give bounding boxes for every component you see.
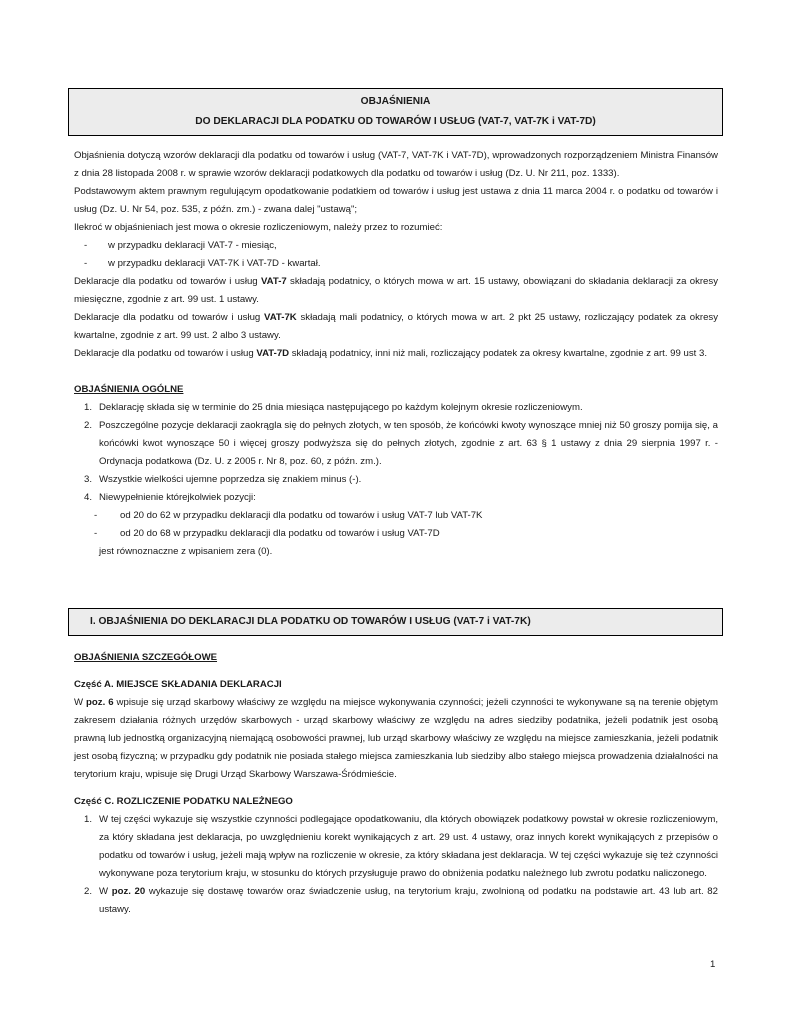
list-item: - w przypadku deklaracji VAT-7K i VAT-7D - kwartał. [84, 258, 321, 269]
general-tail: jest równoznaczne z wpisaniem zera (0). [99, 546, 273, 557]
document-subtitle: DO DEKLARACJI DLA PODATKU OD TOWARÓW I USŁUG (VAT-7, VAT-7K i VAT-7D) [195, 116, 596, 127]
general-heading: OBJAŚNIENIA OGÓLNE [74, 384, 184, 395]
intro-paragraph-vat7d: Deklaracje dla podatku od towarów i usług VAT-7D składają podatnicy, inni niż mali, rozliczający podatek za okresy kwartalne, zgodnie z art. 99 ust 3. [74, 348, 707, 359]
list-item: - w przypadku deklaracji VAT-7 - miesiąc, [84, 240, 277, 251]
list-item: 3. Wszystkie wielkości ujemne poprzedza się znakiem minus (-). [84, 474, 362, 485]
part-a-heading: Część A. MIEJSCE SKŁADANIA DEKLARACJI [74, 679, 282, 690]
list-item: - od 20 do 68 w przypadku deklaracji dla podatku od towarów i usług VAT-7D [94, 528, 440, 539]
document-title: OBJAŚNIENIA [360, 96, 431, 107]
intro-paragraph-3: Ilekroć w objaśnieniach jest mowa o okresie rozliczeniowym, należy przez to rozumieć: [74, 222, 443, 233]
list-item: - od 20 do 62 w przypadku deklaracji dla podatku od towarów i usług VAT-7 lub VAT-7K [94, 510, 483, 521]
document-title-box [68, 88, 723, 136]
intro-paragraph-vat7: Deklaracje dla podatku od towarów i usług VAT-7 składają podatnicy, o których mowa w art. 15 ustawy, obowiązani do składania deklaracji za okresy miesięczne, zgodnie z art. 99 ust. 1 ustawy. [74, 276, 718, 305]
part-a-paragraph: W poz. 6 wpisuje się urząd skarbowy właściwy ze względu na miejsce wykonywania czynności; jeżeli czynności te wykonywane są na terenie objętym zakresem działania różnych urzędów skarbowych - urząd skarbowy właściwy ze względu na adres siedziby podatnika, jeżeli podatnik jest osobą prawną lub jednostką organizacyjną niemającą osobowości prawnej, lub urząd skarbowy właściwy ze względu na miejsce zamieszkania, jeżeli podatnik jest osobą fizyczną; w przypadku gdy podatnik nie posiada stałego miejsca zamieszkania lub siedziby albo stałego miejsca prowadzenia działalności na terytorium kraju, wpisuje się Drugi Urząd Skarbowy Warszawa-Śródmieście. [74, 697, 718, 780]
list-item: 2. W poz. 20 wykazuje się dostawę towarów oraz świadczenie usług, na terytorium kraju, zwolnioną od podatku na podstawie art. 43 lub art. 82 ustawy. [84, 886, 718, 915]
intro-paragraph-2: Podstawowym aktem prawnym regulującym opodatkowanie podatkiem od towarów i usług jest ustawa z dnia 11 marca 2004 r. o podatku od towarów i usług (Dz. U. Nr 54, poz. 535, z późn. zm.) - zwana dalej "ustawą"; [74, 186, 718, 215]
list-item: 2. Poszczególne pozycje deklaracji zaokrągla się do pełnych złotych, w ten sposób, że końcówki kwoty wynoszące mniej niż 50 groszy pomija się, a końcówki kwot wynoszące 50 i więcej groszy podwyższa się do pełnych złotych, zgodnie z art. 63 § 1 ustawy z dnia 29 sierpnia 1997 r. - Ordynacja podatkowa (Dz. U. z 2005 r. Nr 8, poz. 60, z późn. zm.). [84, 420, 718, 467]
list-item: 4. Niewypełnienie którejkolwiek pozycji: [84, 492, 256, 503]
list-item: 1. W tej części wykazuje się wszystkie czynności podlegające opodatkowaniu, dla których obowiązek podatkowy powstał w okresie rozliczeniowym, za który składana jest deklaracja, po uwzględnieniu korekt wynikających z art. 29 ust. 4 ustawy, oraz innych korekt wynikających z przepisów o podatku od towarów i usług, jeżeli mają wpływ na rozliczenie w okresie, za który składana jest deklaracja. W tej części wykazuje się też czynności wykonywane poza terytorium kraju, w stosunku do których przysługuje prawo do obniżenia podatku należnego lub zwrotu podatku naliczonego. [84, 814, 718, 879]
section-1-title: I. OBJAŚNIENIA DO DEKLARACJI DLA PODATKU OD TOWARÓW I USŁUG (VAT-7 i VAT-7K) [68, 608, 723, 636]
list-item: 1. Deklarację składa się w terminie do 25 dnia miesiąca następującego po każdym kolejnym okresie rozliczeniowym. [84, 402, 583, 413]
intro-paragraph-1: Objaśnienia dotyczą wzorów deklaracji dla podatku od towarów i usług (VAT-7, VAT-7K i VAT-7D), wprowadzonych rozporządzeniem Ministra Finansów z dnia 28 listopada 2008 r. w sprawie wzorów deklaracji podatkowych dla podatku od towarów i usług (Dz. U. Nr 211, poz. 1333). [74, 150, 718, 179]
page-number: 1 [710, 959, 716, 970]
intro-paragraph-vat7k: Deklaracje dla podatku od towarów i usług VAT-7K składają mali podatnicy, o których mowa w art. 2 pkt 25 ustawy, rozliczający podatek za okresy kwartalne, zgodnie z art. 99 ust. 2 albo 3 ustawy. [74, 312, 719, 341]
detailed-heading: OBJAŚNIENIA SZCZEGÓŁOWE [74, 652, 218, 663]
detailed-section [74, 649, 718, 919]
part-c-heading: Część C. ROZLICZENIE PODATKU NALEŻNEGO [74, 796, 293, 807]
intro-section [74, 147, 718, 561]
